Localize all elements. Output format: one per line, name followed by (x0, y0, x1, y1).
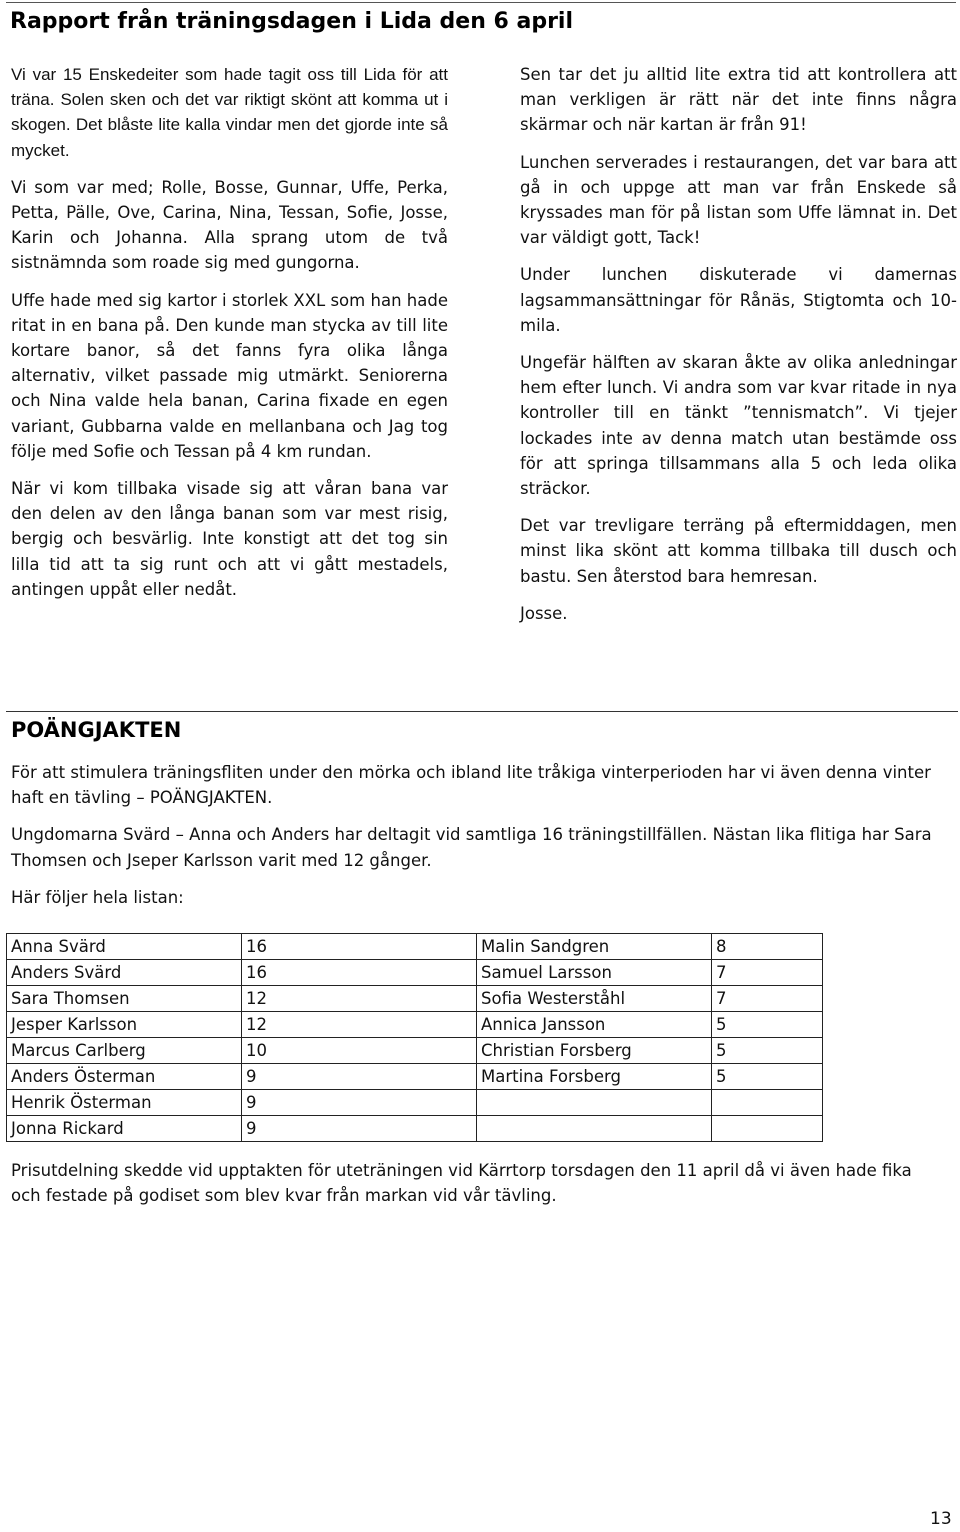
score-cell: 9 (242, 1090, 477, 1116)
poangjakten-list-heading: Här följer hela listan: (11, 887, 184, 907)
name-cell: Samuel Larsson (477, 960, 712, 986)
paragraph-lunch: Lunchen serverades i restaurangen, det var bara att gå in och uppge att man var från Enskede så kryssades man för på listan som Uffe lämnat in. Det var väldigt gott, Tack! (520, 152, 957, 248)
name-cell: Jonna Rickard (7, 1116, 242, 1142)
score-cell: 16 (242, 960, 477, 986)
paragraph-participants (11, 175, 448, 276)
table-row (7, 1012, 823, 1038)
name-cell: Martina Forsberg (477, 1064, 712, 1090)
paragraph-intro (11, 62, 448, 163)
name-cell: Sara Thomsen (7, 986, 242, 1012)
paragraph-afternoon: Ungefär hälften av skaran åkte av olika anledningar hem efter lunch. Vi andra som var kvar ritade in nya kontroller till en tänkt ”tennismatch”. Vi tjejer lockades inte av denna match utan bestämde oss för att springa tillsammans alla 5 och leda olika sträckor. (520, 353, 957, 499)
paragraph-intro-text: Vi var 15 Enskedeiter som hade tagit oss till Lida för att träna. Solen sken och det var riktigt skönt att komma ut i skogen. Det blåste lite kalla vindar men det gjorde inte så mycket. (11, 65, 448, 160)
section-divider (6, 711, 958, 712)
report-title: Rapport från träningsdagen i Lida den 6 april (10, 9, 574, 34)
prize-paragraph: Prisutdelning skedde vid upptakten för uteträningen vid Kärrtorp torsdagen den 11 april då vi även hade fika och festade på godiset som blev kvar från markan vid vår tävling. (11, 1161, 912, 1206)
table-row (7, 1038, 823, 1064)
score-cell: 12 (242, 1012, 477, 1038)
poangjakten-section (11, 716, 946, 922)
score-cell: 7 (712, 960, 823, 986)
paragraph-maps: Uffe hade med sig kartor i storlek XXL som han hade ritat in en bana på. Den kunde man stycka av till lite kortare banor, så det fanns fyra olika långa alternativ, vilket passade mig utmärkt. Seniorerna och Nina valde hela banan, Carina fixade en egen variant, Gubbarna valde en mellanbana och Jag tog följe med Sofie och Tessan på 4 km rundan. (11, 290, 448, 461)
name-cell: Malin Sandgren (477, 934, 712, 960)
score-cell: 5 (712, 1064, 823, 1090)
paragraph-return: När vi kom tillbaka visade sig att våran bana var den delen av den långa banan som var mest risig, bergig och besvärlig. Inte konstigt att det tog sin lilla tid att ta sig runt och att vi gått mestadels, antingen uppåt eller nedåt. (11, 479, 448, 599)
score-cell: 9 (242, 1064, 477, 1090)
table-row (7, 986, 823, 1012)
table-row (7, 1090, 823, 1116)
score-cell: 5 (712, 1012, 823, 1038)
name-cell: Christian Forsberg (477, 1038, 712, 1064)
name-cell: Henrik Österman (7, 1090, 242, 1116)
signature: Josse. (520, 603, 568, 623)
right-column (520, 62, 957, 638)
table-row (7, 960, 823, 986)
top-divider (6, 2, 956, 3)
name-cell: Annica Jansson (477, 1012, 712, 1038)
score-cell: 9 (242, 1116, 477, 1142)
score-cell (712, 1116, 823, 1142)
name-cell: Anders Österman (7, 1064, 242, 1090)
poangjakten-intro: För att stimulera träningsfliten under den mörka och ibland lite tråkiga vinterperioden har vi även denna vinter haft en tävling – POÄNGJAKTEN. (11, 763, 931, 808)
name-cell: Anders Svärd (7, 960, 242, 986)
score-cell: 12 (242, 986, 477, 1012)
page-number: 13 (930, 1509, 952, 1529)
score-cell: 16 (242, 934, 477, 960)
paragraph-controls: Sen tar det ju alltid lite extra tid att kontrollera att man verkligen är rätt när det inte finns några skärmar och när kartan är från 91! (520, 65, 957, 135)
points-table (6, 933, 823, 1142)
table-row (7, 934, 823, 960)
score-cell: 5 (712, 1038, 823, 1064)
score-cell: 7 (712, 986, 823, 1012)
paragraph-discussion: Under lunchen diskuterade vi damernas lagsammansättningar för Rånäs, Stigtomta och 10-mila. (520, 265, 957, 335)
name-cell: Sofia Westerståhl (477, 986, 712, 1012)
name-cell (477, 1116, 712, 1142)
left-column (11, 62, 448, 614)
poangjakten-title: POÄNGJAKTEN (11, 718, 182, 742)
score-cell: 10 (242, 1038, 477, 1064)
name-cell: Anna Svärd (7, 934, 242, 960)
poangjakten-summary: Ungdomarna Svärd – Anna och Anders har deltagit vid samtliga 16 träningstillfällen. Nästan lika flitiga har Sara Thomsen och Jseper Karlsson varit med 12 gånger. (11, 825, 932, 870)
participants-text-cont: Alla sprang utom de två sistnämnda som roade sig med gungorna. (11, 228, 448, 273)
table-row (7, 1064, 823, 1090)
paragraph-terrain: Det var trevligare terräng på eftermiddagen, men minst lika skönt att komma tillbaka till dusch och bastu. Sen återstod bara hemresan. (520, 516, 957, 586)
participants-text: Vi som var med; Rolle, Bosse, Gunnar, Uffe, Perka, Petta, Pälle, Ove, Carina, Nina, Tessan, Sofie, Josse, Karin och Johanna. (11, 177, 448, 248)
name-cell: Jesper Karlsson (7, 1012, 242, 1038)
score-cell (712, 1090, 823, 1116)
name-cell: Marcus Carlberg (7, 1038, 242, 1064)
name-cell (477, 1090, 712, 1116)
table-row (7, 1116, 823, 1142)
score-cell: 8 (712, 934, 823, 960)
